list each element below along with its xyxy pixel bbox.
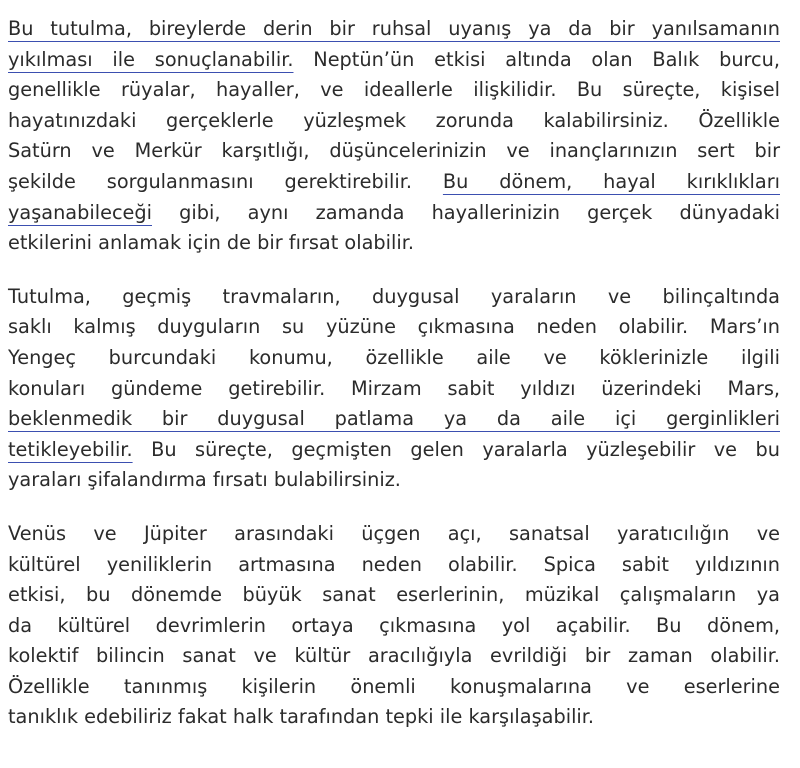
text-line [8, 228, 780, 259]
text-segment: etkisi, bu dönemde büyük sanat eserlerinin, müzikal çalışmaların ya [8, 583, 780, 607]
text-line [8, 435, 780, 466]
article-body [8, 14, 780, 756]
text-line [8, 198, 780, 229]
text-line [8, 465, 780, 496]
text-line [8, 580, 780, 611]
text-segment: Bu süreçte, geçmişten gelen yaralarla yüzleşebilir ve bu [132, 437, 780, 461]
paragraph [8, 519, 780, 733]
text-segment: kültürel yeniliklerin artmasına neden olabilir. Spica sabit yıldızının [8, 552, 780, 576]
text-segment: tanıklık edebiliriz fakat halk tarafından tepki ile karşılaşabilir. [8, 705, 595, 729]
text-line [8, 14, 780, 45]
text-segment: saklı kalmış duyguların su yüzüne çıkmasına neden olabilir. Mars’ın [8, 315, 780, 339]
text-line [8, 106, 780, 137]
text-line [8, 611, 780, 642]
text-line [8, 374, 780, 405]
text-segment: Yengeç burcundaki konumu, özellikle aile ve köklerinizle ilgili [8, 345, 780, 369]
text-line [8, 550, 780, 581]
text-line [8, 519, 780, 550]
text-line [8, 75, 780, 106]
text-line [8, 136, 780, 167]
text-segment: Tutulma, geçmiş travmaların, duygusal yaraların ve bilinçaltında [8, 284, 780, 308]
text-line [8, 312, 780, 343]
text-segment: gibi, aynı zamanda hayallerinizin gerçek dünyadaki [152, 200, 780, 224]
text-segment: da kültürel devrimlerin ortaya çıkmasına yol açabilir. Bu dönem, [8, 613, 780, 637]
text-line [8, 404, 780, 435]
text-segment: genellikle rüyalar, hayaller, ve ideallerle ilişkilidir. Bu süreçte, kişisel [8, 78, 780, 102]
text-segment: Satürn ve Merkür karşıtlığı, düşüncelerinizin ve inançlarınızın sert bir [8, 139, 780, 163]
underlined-text-segment: Bu dönem, hayal kırıklıkları [442, 169, 780, 193]
text-segment: Neptün’ün etkisi altında olan Balık burcu, [293, 47, 781, 71]
text-segment: Venüs ve Jüpiter arasındaki üçgen açı, sanatsal yaratıcılığın ve [8, 521, 780, 545]
paragraph [8, 14, 780, 259]
text-line [8, 702, 780, 733]
text-segment: etkilerini anlamak için de bir fırsat olabilir. [8, 231, 414, 255]
text-segment: hayatınızdaki gerçeklerle yüzleşmek zorunda kalabilirsiniz. Özellikle [8, 108, 780, 132]
text-segment: şekilde sorgulanmasını gerektirebilir. [8, 169, 443, 193]
underlined-text-segment: yıkılması ile sonuçlanabilir. [8, 47, 294, 71]
underlined-text-segment: beklenmedik bir duygusal patlama ya da aile içi gerginlikleri [8, 407, 780, 431]
text-line [8, 343, 780, 374]
paragraph [8, 282, 780, 496]
underlined-text-segment: yaşanabileceği [8, 200, 152, 224]
text-line [8, 672, 780, 703]
text-line [8, 641, 780, 672]
text-segment: kolektif bilincin sanat ve kültür aracılığıyla evrildiği bir zaman olabilir. [8, 644, 780, 668]
text-line [8, 167, 780, 198]
underlined-text-segment: tetikleyebilir. [8, 437, 133, 461]
underlined-text-segment: Bu tutulma, bireylerde derin bir ruhsal uyanış ya da bir yanılsamanın [8, 17, 780, 40]
text-line [8, 45, 780, 76]
text-segment: Özellikle tanınmış kişilerin önemli konuşmalarına ve eserlerine [8, 674, 780, 698]
text-line [8, 282, 780, 313]
text-segment: yaraları şifalandırma fırsatı bulabilirsiniz. [8, 468, 401, 492]
text-segment: konuları gündeme getirebilir. Mirzam sabit yıldızı üzerindeki Mars, [8, 376, 780, 400]
